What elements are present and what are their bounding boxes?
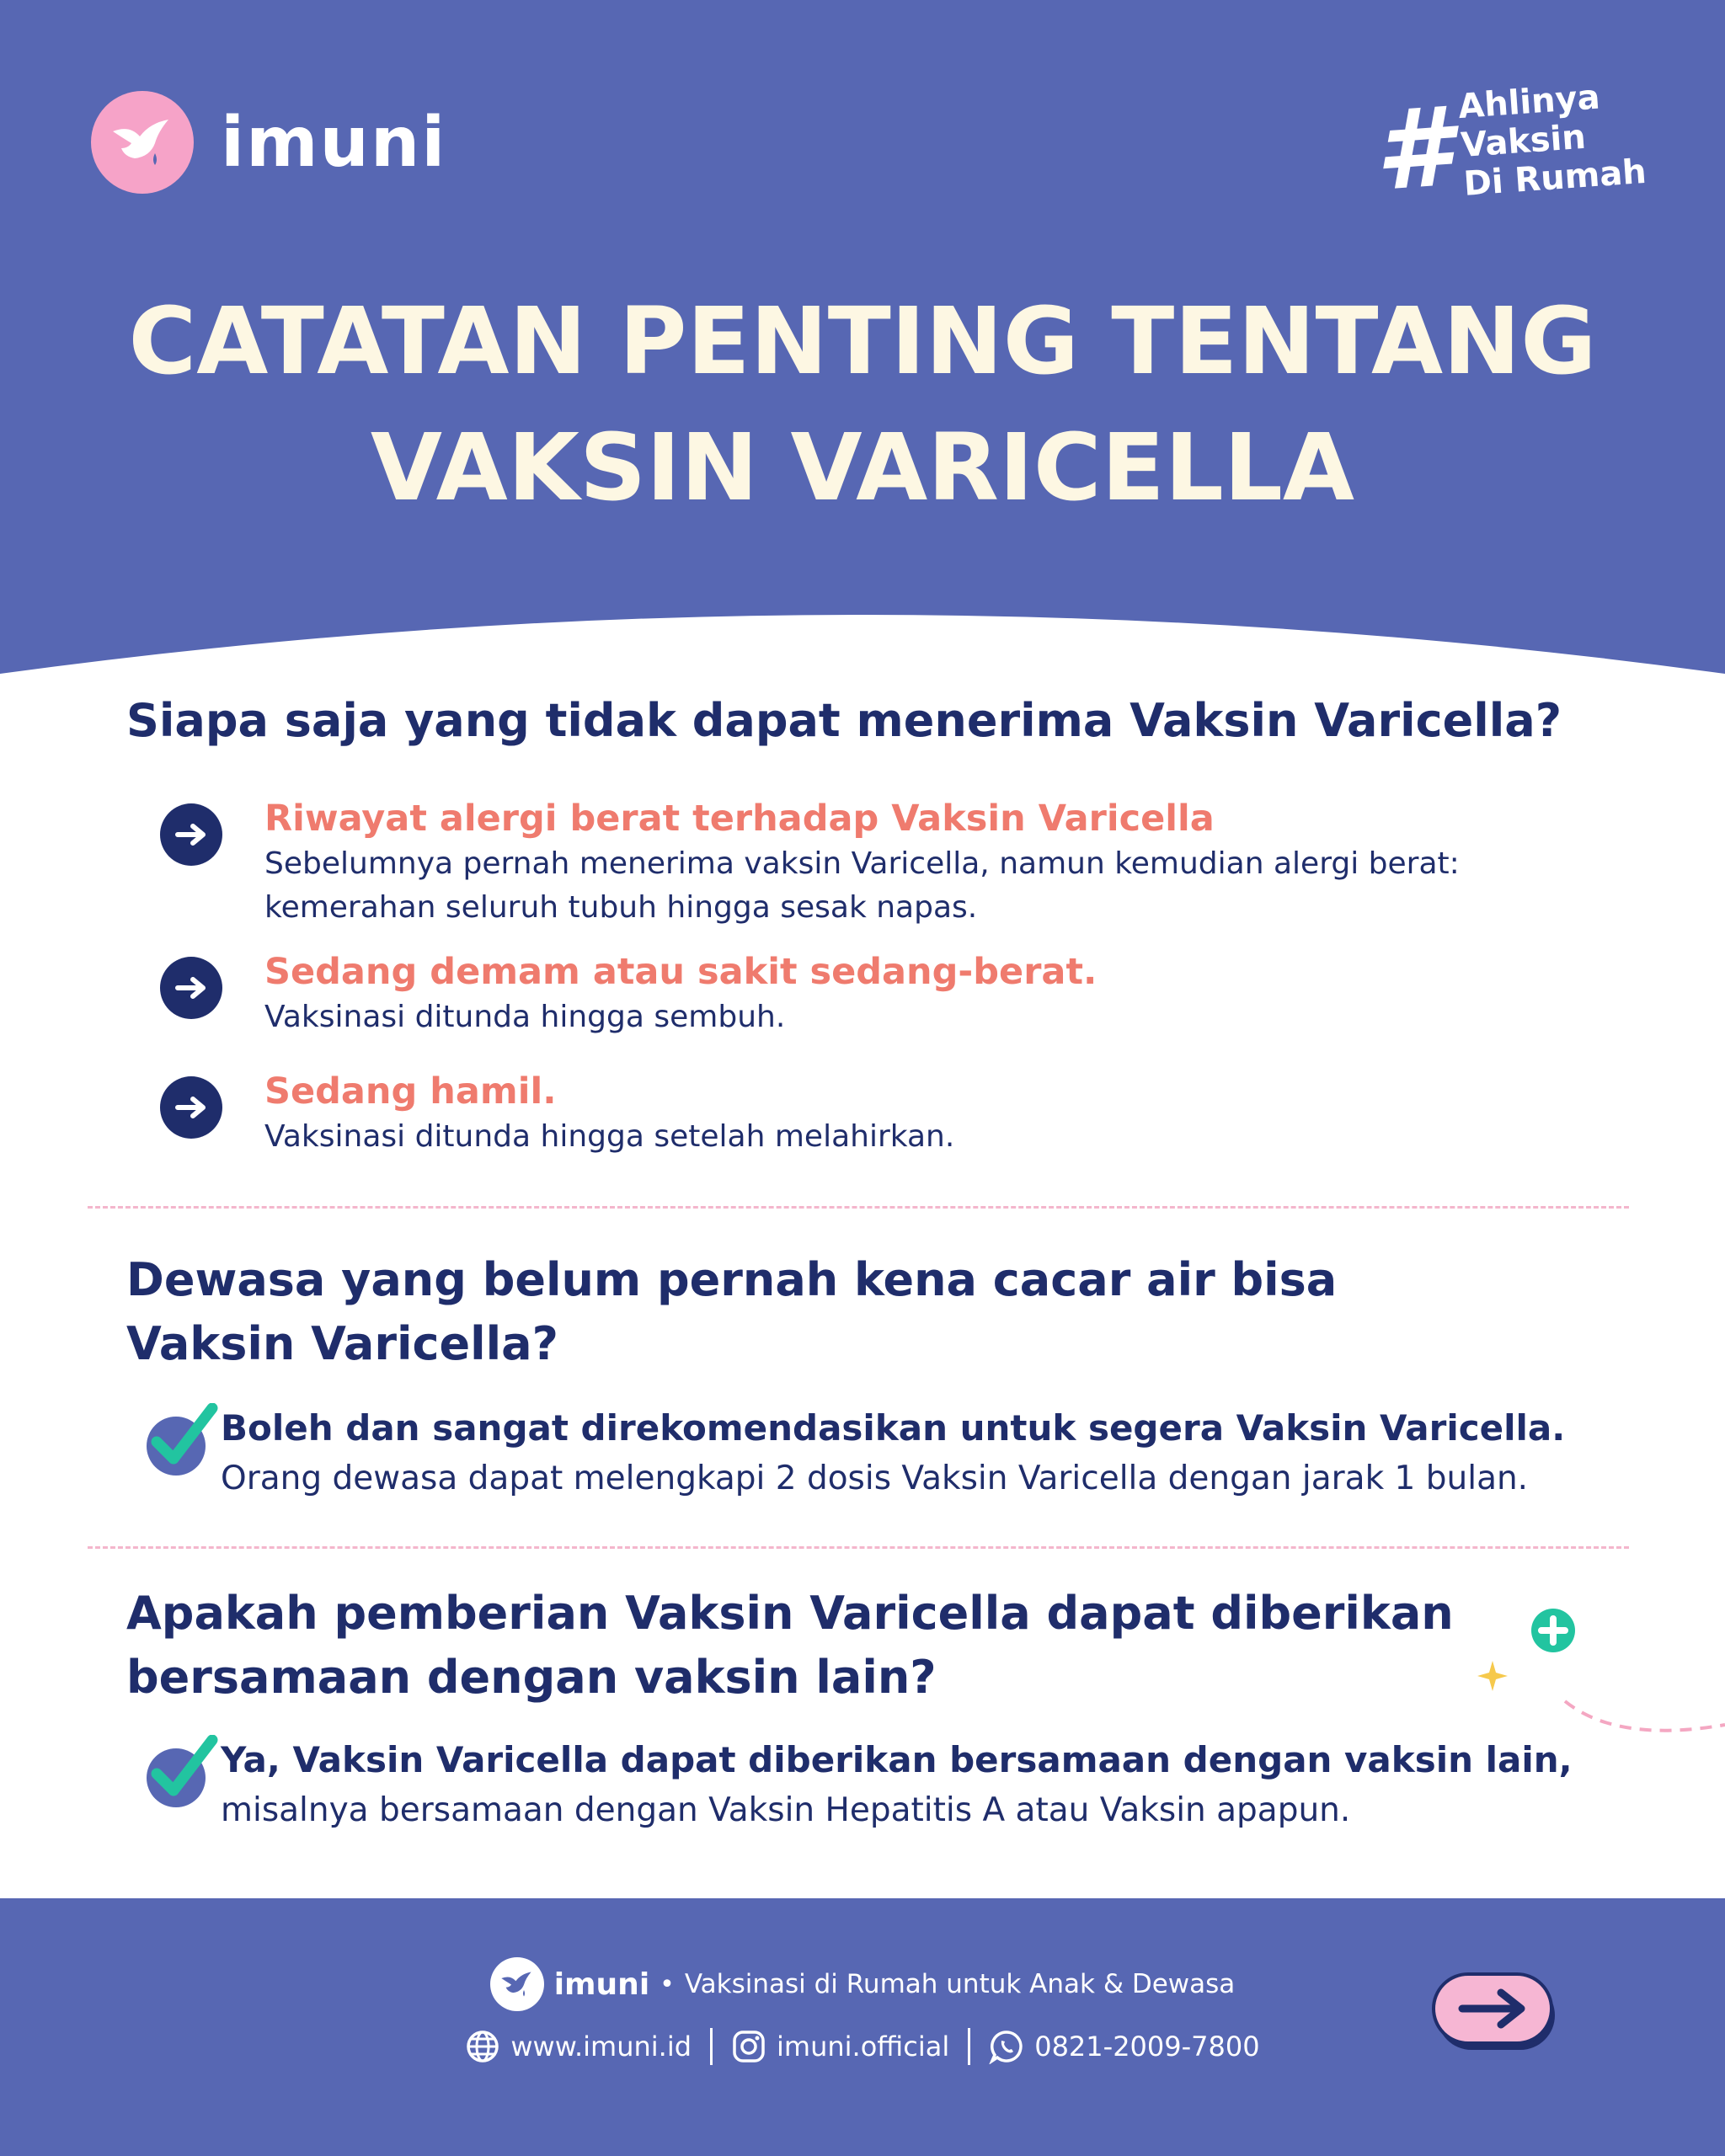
item-description: Sebelumnya pernah menerima vaksin Varicella, namun kemudian alergi berat:	[264, 846, 1460, 881]
whatsapp-link[interactable]	[989, 2029, 1259, 2064]
footer-separator	[968, 2028, 970, 2065]
hashtag-badge	[1370, 75, 1648, 216]
website-link[interactable]	[465, 2029, 692, 2064]
section-question	[126, 1248, 1337, 1376]
section-divider	[88, 1546, 1629, 1549]
whatsapp-icon	[989, 2029, 1024, 2064]
page-title-line: VAKSIN VARICELLA	[370, 414, 1355, 521]
question-line: Dewasa yang belum pernah kena cacar air bisa	[126, 1253, 1338, 1306]
footer-tagline: Vaksinasi di Rumah untuk Anak & Dewasa	[684, 1969, 1236, 1999]
answer-item	[145, 1735, 1661, 1836]
footer-separator-dot: •	[660, 1969, 675, 1999]
brand-logo	[91, 91, 446, 194]
check-icon	[145, 1403, 221, 1479]
item-description: Vaksinasi ditunda hingga sembuh.	[264, 1000, 786, 1034]
list-item	[160, 1068, 1609, 1159]
answer-title: Boleh dan sangat direkomendasikan untuk segera Vaksin Varicella.	[221, 1407, 1566, 1449]
arrow-right-icon	[160, 803, 222, 866]
question-line: Apakah pemberian Vaksin Varicella dapat diberikan	[126, 1587, 1454, 1640]
item-title: Riwayat alergi berat terhadap Vaksin Varicella	[264, 798, 1215, 840]
hashtag-symbol: #	[1370, 83, 1455, 216]
arrow-right-icon	[160, 957, 222, 1019]
stork-logo-icon	[91, 91, 194, 194]
answer-description: Orang dewasa dapat melengkapi 2 dosis Vaksin Varicella dengan jarak 1 bulan.	[221, 1460, 1529, 1497]
next-button[interactable]	[1432, 1972, 1557, 2052]
page-title-line: CATATAN PENTING TENTANG	[128, 287, 1597, 395]
whatsapp-text: 0821-2009-7800	[1034, 2031, 1260, 2063]
section-question: Siapa saja yang tidak dapat menerima Vaksin Varicella?	[126, 694, 1562, 747]
item-description: Vaksinasi ditunda hingga setelah melahirkan.	[264, 1119, 955, 1154]
item-title: Sedang hamil.	[264, 1070, 557, 1113]
page-title	[0, 278, 1725, 531]
instagram-icon	[731, 2029, 766, 2064]
section-question	[126, 1582, 1454, 1710]
item-description: kemerahan seluruh tubuh hingga sesak napas.	[264, 890, 978, 925]
section-divider	[88, 1206, 1629, 1209]
answer-description: misalnya bersamaan dengan Vaksin Hepatitis A atau Vaksin apapun.	[221, 1791, 1351, 1829]
footer-separator	[710, 2028, 713, 2065]
instagram-text: imuni.official	[777, 2031, 950, 2063]
list-item	[160, 948, 1609, 1039]
list-item	[160, 795, 1609, 930]
hashtag-line: Ahlinya	[1456, 77, 1602, 127]
hashtag-line: Di Rumah	[1462, 152, 1648, 204]
brand-name: imuni	[221, 102, 447, 183]
sparkle-icon	[1477, 1661, 1508, 1691]
answer-title: Ya, Vaksin Varicella dapat diberikan bersamaan dengan vaksin lain,	[221, 1739, 1573, 1780]
answer-item	[145, 1403, 1661, 1504]
arrow-right-icon	[160, 1076, 222, 1139]
footer-brand: imuni	[553, 1967, 650, 2002]
stork-logo-icon	[490, 1957, 544, 2011]
decoration	[1466, 1600, 1725, 1752]
globe-icon	[465, 2029, 500, 2064]
question-line: Vaksin Varicella?	[126, 1317, 558, 1370]
question-line: bersamaan dengan vaksin lain?	[126, 1651, 937, 1704]
website-text: www.imuni.id	[510, 2031, 692, 2063]
check-icon	[145, 1735, 221, 1811]
hashtag-line: Vaksin	[1460, 117, 1588, 165]
plus-icon	[1531, 1609, 1575, 1652]
item-title: Sedang demam atau sakit sedang-berat.	[264, 951, 1097, 993]
instagram-link[interactable]	[731, 2029, 949, 2064]
